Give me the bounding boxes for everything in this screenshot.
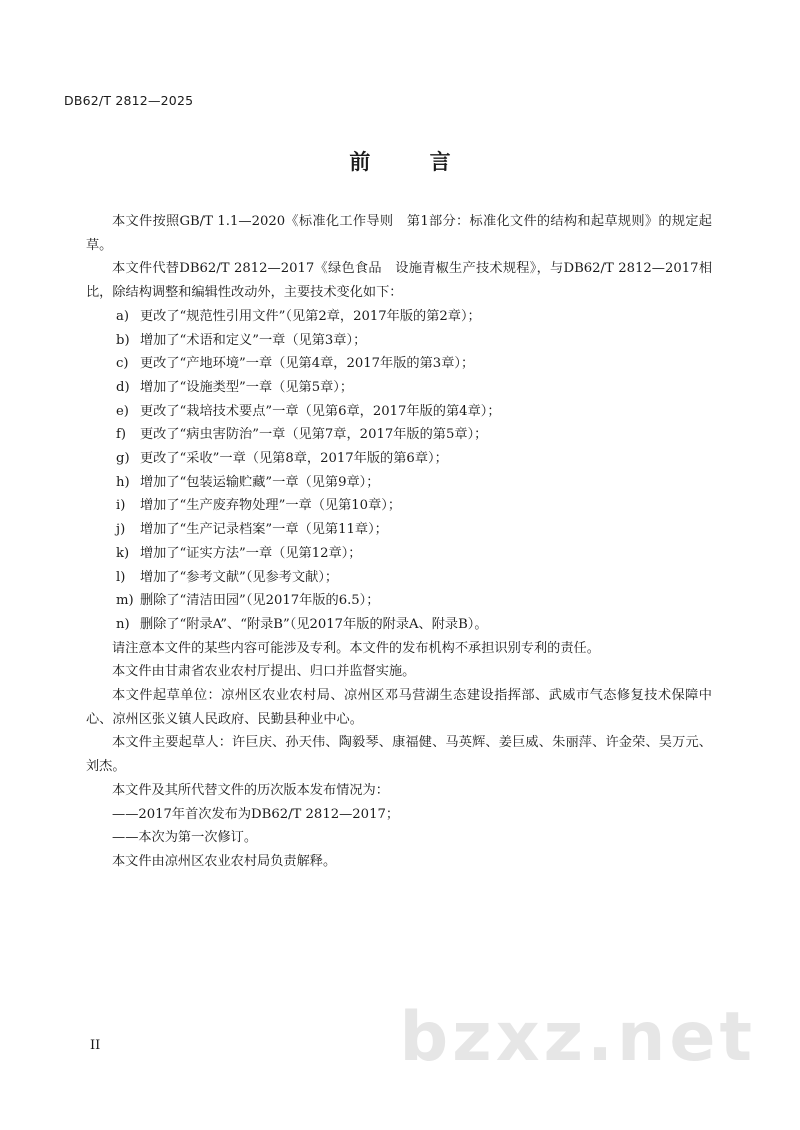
paragraph: 本文件起草单位：凉州区农业农村局、凉州区邓马营湖生态建设指挥部、武威市气态修复技术保障中心、凉州区张义镇人民政府、民勤县种业中心。 — [86, 688, 712, 727]
list-item: f) 更改了“病虫害防治”一章（见第7章，2017年版的第5章）； — [116, 427, 488, 443]
paragraph: ——本次为第一次修订。 — [112, 830, 258, 846]
list-item: j) 增加了“生产记录档案”一章（见第11章）； — [116, 522, 388, 538]
paragraph: 本文件由凉州区农业农村局负责解释。 — [112, 853, 337, 869]
page-title: 前 言 — [349, 149, 477, 174]
list-item: i) 增加了“生产废弃物处理”一章（见第10章）； — [116, 498, 402, 514]
list-item: n) 删除了“附录A”、“附录B”（见2017年版的附录A、附录B）。 — [116, 616, 488, 632]
foreword-body — [86, 210, 712, 874]
paragraph: 本文件由甘肃省农业农村厅提出、归口并监督实施。 — [112, 664, 416, 680]
list-item: e) 更改了“栽培技术要点”一章（见第6章，2017年版的第4章）； — [116, 403, 501, 419]
list-item: l) 增加了“参考文献”（见参考文献）； — [116, 569, 339, 585]
standard-code: DB62/T 2812—2025 — [64, 93, 194, 108]
paragraph: 请注意本文件的某些内容可能涉及专利。本文件的发布机构不承担识别专利的责任。 — [112, 640, 600, 656]
paragraph: 本文件及其所代替文件的历次版本发布情况为： — [112, 782, 389, 798]
watermark: bzxz.net — [399, 998, 756, 1077]
list-item: d) 增加了“设施类型”一章（见第5章）； — [116, 379, 354, 395]
page-number: II — [90, 1038, 101, 1053]
paragraph: ——2017年首次发布为DB62/T 2812—2017； — [112, 806, 400, 822]
change-list — [86, 305, 712, 637]
list-item: b) 增加了“术语和定义”一章（见第3章）； — [116, 332, 367, 348]
list-item: g) 更改了“采收”一章（见第8章，2017年版的第6章）； — [116, 451, 448, 467]
list-item: h) 增加了“包装运输贮藏”一章（见第9章）； — [116, 474, 380, 490]
list-item: a) 更改了“规范性引用文件”（见第2章，2017年版的第2章）； — [116, 308, 481, 324]
paragraph: 本文件按照GB/T 1.1—2020《标准化工作导则 第1部分：标准化文件的结构和起草规则》的规定起草。 — [86, 214, 712, 253]
list-item: c) 更改了“产地环境”一章（见第4章，2017年版的第3章）； — [116, 356, 475, 372]
list-item: k) 增加了“证实方法”一章（见第12章）； — [116, 545, 362, 561]
list-item: m) 删除了“清洁田园”（见2017年版的6.5）； — [116, 593, 380, 609]
paragraph: 本文件代替DB62/T 2812—2017《绿色食品 设施青椒生产技术规程》，与DB62/T 2812—2017相比，除结构调整和编辑性改动外，主要技术变化如下： — [86, 261, 712, 301]
paragraph: 本文件主要起草人：许巨庆、孙天伟、陶毅琴、康福健、马英辉、姜巨威、朱丽萍、许金荣、吴万元、刘杰。 — [86, 735, 712, 775]
